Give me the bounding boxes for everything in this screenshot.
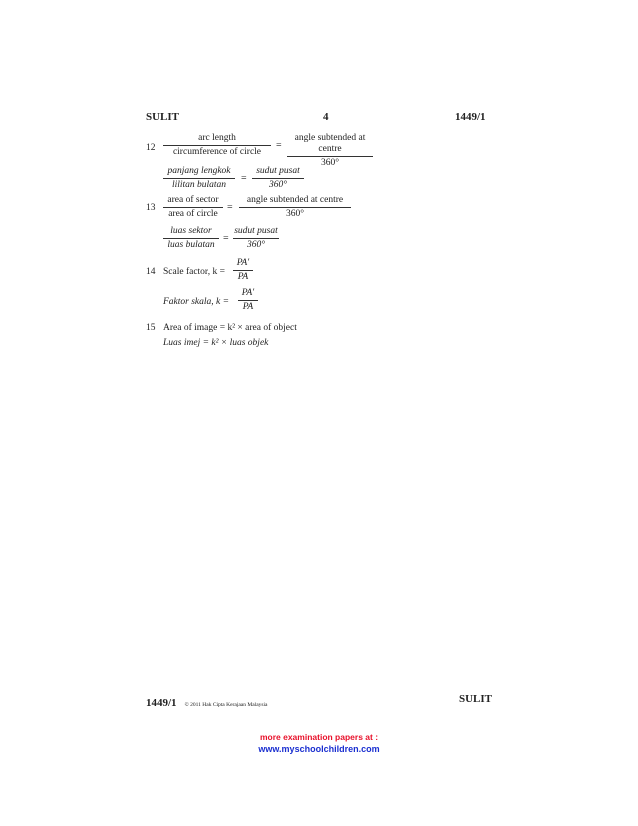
- formula-13-ms-rhs: [233, 226, 279, 251]
- formula-13-ms-lhs: [163, 226, 219, 251]
- formula-13-number: 13: [146, 203, 156, 213]
- promo-link-line: [0, 744, 638, 754]
- formula-12-en-lhs: [163, 133, 271, 158]
- fraction-denominator: PA: [242, 302, 254, 312]
- fraction-denominator: area of circle: [168, 209, 218, 219]
- formula-14-en-label: Scale factor, k =: [163, 267, 225, 277]
- fraction-denominator: 360°: [246, 240, 266, 250]
- fraction-numerator: angle subtended at centre: [287, 133, 373, 157]
- fraction-numerator: angle subtended at centre: [239, 195, 351, 208]
- footer-sulit: SULIT: [459, 693, 493, 705]
- formula-12-en-rhs: [287, 133, 373, 169]
- header-paper-code: 1449/1: [455, 111, 486, 123]
- formula-14-ms-label: Faktor skala, k =: [163, 297, 230, 307]
- fraction-numerator: area of sector: [163, 195, 223, 208]
- fraction-numerator: PA': [233, 258, 253, 271]
- formula-12-ms-rhs: [252, 166, 304, 191]
- equals-sign: =: [227, 202, 233, 213]
- footer-left: [146, 693, 268, 711]
- fraction-denominator: PA: [237, 272, 249, 282]
- promo-text: more examination papers at :: [259, 732, 379, 742]
- formula-13-en-lhs: [163, 195, 223, 220]
- formula-14-ms-fraction: [238, 288, 258, 313]
- formula-12-ms-lhs: [163, 166, 235, 191]
- formula-12-number: 12: [146, 143, 156, 153]
- fraction-denominator: circumference of circle: [172, 147, 262, 157]
- fraction-numerator: sudut pusat: [252, 166, 304, 179]
- footer-paper-code: 1449/1: [146, 697, 177, 709]
- fraction-numerator: sudut pusat: [233, 226, 279, 239]
- fraction-denominator: 360°: [285, 209, 305, 219]
- fraction-denominator: lilitan bulatan: [171, 180, 227, 190]
- fraction-numerator: PA': [238, 288, 258, 301]
- fraction-numerator: arc length: [163, 133, 271, 146]
- formula-15-number: 15: [146, 323, 156, 333]
- header-sulit: SULIT: [146, 111, 180, 123]
- promo-line: [0, 732, 638, 742]
- formula-13-en-rhs: [239, 195, 351, 220]
- formula-15-ms: Luas imej = k² × luas objek: [163, 338, 269, 348]
- fraction-numerator: panjang lengkok: [163, 166, 235, 179]
- formula-14-number: 14: [146, 267, 156, 277]
- fraction-denominator: 360°: [268, 180, 288, 190]
- promo-website-link[interactable]: www.myschoolchildren.com: [258, 744, 380, 754]
- formula-14-en-fraction: [233, 258, 253, 283]
- fraction-denominator: luas bulatan: [167, 240, 215, 250]
- equals-sign: =: [241, 173, 247, 184]
- formula-15-en: Area of image = k² × area of object: [163, 323, 297, 333]
- equals-sign: =: [223, 233, 229, 244]
- page-number: 4: [323, 111, 329, 123]
- fraction-denominator: 360°: [320, 158, 340, 168]
- equals-sign: =: [276, 140, 282, 151]
- fraction-numerator: luas sektor: [163, 226, 219, 239]
- footer-copyright: © 2011 Hak Cipta Kerajaan Malaysia: [184, 702, 268, 708]
